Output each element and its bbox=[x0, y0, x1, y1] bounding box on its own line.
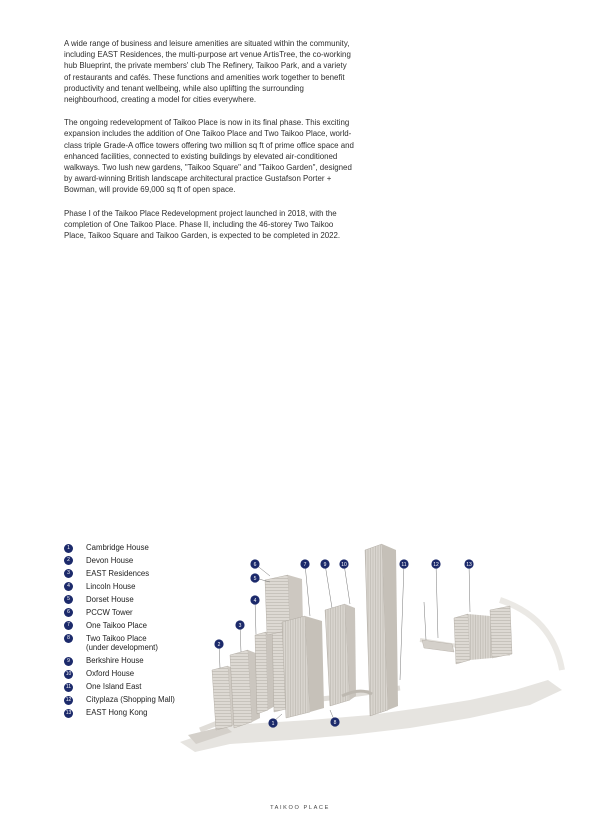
legend-label: PCCW Tower bbox=[86, 607, 133, 617]
legend-label: Oxford House bbox=[86, 669, 135, 679]
map-marker-5 bbox=[250, 573, 259, 582]
map-marker-4 bbox=[250, 595, 259, 604]
legend-label: Devon House bbox=[86, 555, 134, 565]
legend-number: 11 bbox=[65, 683, 72, 690]
map-marker-label: 11 bbox=[401, 561, 407, 568]
map-marker-8 bbox=[330, 717, 339, 726]
legend-number: 2 bbox=[64, 556, 73, 565]
building-east-residences bbox=[255, 632, 275, 714]
legend-label: Dorset House bbox=[86, 594, 134, 604]
map-marker-label: 9 bbox=[323, 561, 327, 568]
legend-number: 1 bbox=[64, 544, 73, 553]
map-marker-label: 1 bbox=[271, 720, 275, 727]
map-marker-label: 6 bbox=[253, 561, 257, 568]
map-marker-label: 4 bbox=[253, 597, 257, 604]
legend-label: Berkshire House bbox=[86, 656, 144, 666]
paragraph-amenities: A wide range of business and leisure amenities are situated within the community, including EAST Residences, the multi-purpose art venue ArtisTree, the co-working hub Blueprint, the private members' club The Refinery, Taikoo Park, and a variety of restaurants and cafés. These functions and amenities work together to benefit productivity and tenant wellbeing, while also uplifting the surrounding neighbourhood, creating a model for cities everywhere. bbox=[64, 39, 351, 105]
map-marker-12 bbox=[431, 559, 440, 568]
building-east-hong-kong bbox=[490, 606, 512, 658]
map-marker-label: 12 bbox=[433, 561, 439, 568]
map-marker-10 bbox=[339, 559, 348, 568]
map-marker-label: 10 bbox=[341, 561, 347, 568]
map-marker-label: 7 bbox=[303, 561, 307, 568]
legend-label: Two Taikoo Place bbox=[86, 633, 147, 643]
legend-label: Lincoln House bbox=[86, 581, 136, 591]
map-marker-label: 8 bbox=[333, 719, 337, 726]
map-marker-9 bbox=[320, 559, 329, 568]
map-marker-label: 2 bbox=[217, 641, 221, 648]
map-marker-3 bbox=[235, 620, 244, 629]
site-map-illustration bbox=[170, 530, 570, 760]
map-marker-13 bbox=[464, 559, 473, 568]
legend-sublabel: (under development) bbox=[86, 643, 158, 653]
legend-number: 8 bbox=[64, 634, 73, 643]
building-two-taikoo-place bbox=[325, 604, 356, 706]
legend-label: Cityplaza (Shopping Mall) bbox=[86, 695, 175, 705]
map-marker-11 bbox=[399, 559, 408, 568]
map-marker-2 bbox=[214, 639, 223, 648]
legend-label: One Taikoo Place bbox=[86, 620, 147, 630]
legend-number: 10 bbox=[65, 670, 72, 677]
building-one-island-east bbox=[454, 614, 492, 664]
legend-number: 4 bbox=[64, 582, 73, 591]
legend-number: 13 bbox=[65, 709, 72, 716]
intro-text bbox=[64, 38, 354, 253]
legend-label: Cambridge House bbox=[86, 543, 149, 552]
map-marker-label: 3 bbox=[238, 622, 242, 629]
building-cityplaza bbox=[422, 602, 454, 652]
paragraph-redevelopment: The ongoing redevelopment of Taikoo Place is now in its final phase. This exciting expansion includes the addition of One Taikoo Place and Two Taikoo Place, world-class triple Grade-A office towers offering two million sq ft of prime office space and enhanced facilities, connected to existing buildings by elevated air-conditioned walkways. Two lush new gardens, "Taikoo Square" and "Taikoo Garden", designed by award-winning British landscape architectural practice Gustafson Porter + Bowman, will provide 69,000 sq ft of open space. bbox=[64, 118, 354, 195]
legend-number: 3 bbox=[64, 569, 73, 578]
legend-number: 5 bbox=[64, 595, 73, 604]
map-marker-1 bbox=[268, 718, 277, 727]
footer-label: TAIKOO PLACE bbox=[270, 805, 330, 811]
paragraph-phases: Phase I of the Taikoo Place Redevelopment project launched in 2018, with the completion of One Taikoo Place. Phase II, including the 46-storey Two Taikoo Place, Taikoo Square and Taikoo Garden, is expected to be completed in 2022. bbox=[64, 208, 341, 241]
legend-number: 7 bbox=[64, 621, 73, 630]
legend-label: EAST Hong Kong bbox=[86, 708, 148, 718]
map-marker-label: 5 bbox=[253, 575, 257, 582]
map-marker-7 bbox=[300, 559, 309, 568]
legend-number: 12 bbox=[65, 696, 72, 703]
legend-number: 9 bbox=[64, 657, 73, 666]
legend-number: 6 bbox=[64, 608, 73, 617]
legend-label: One Island East bbox=[86, 682, 142, 692]
legend-label: EAST Residences bbox=[86, 568, 150, 578]
building-one-taikoo-place bbox=[282, 616, 324, 718]
map-marker-6 bbox=[250, 559, 259, 568]
map-marker-label: 13 bbox=[466, 561, 472, 568]
building-berkshire-house bbox=[365, 544, 398, 716]
